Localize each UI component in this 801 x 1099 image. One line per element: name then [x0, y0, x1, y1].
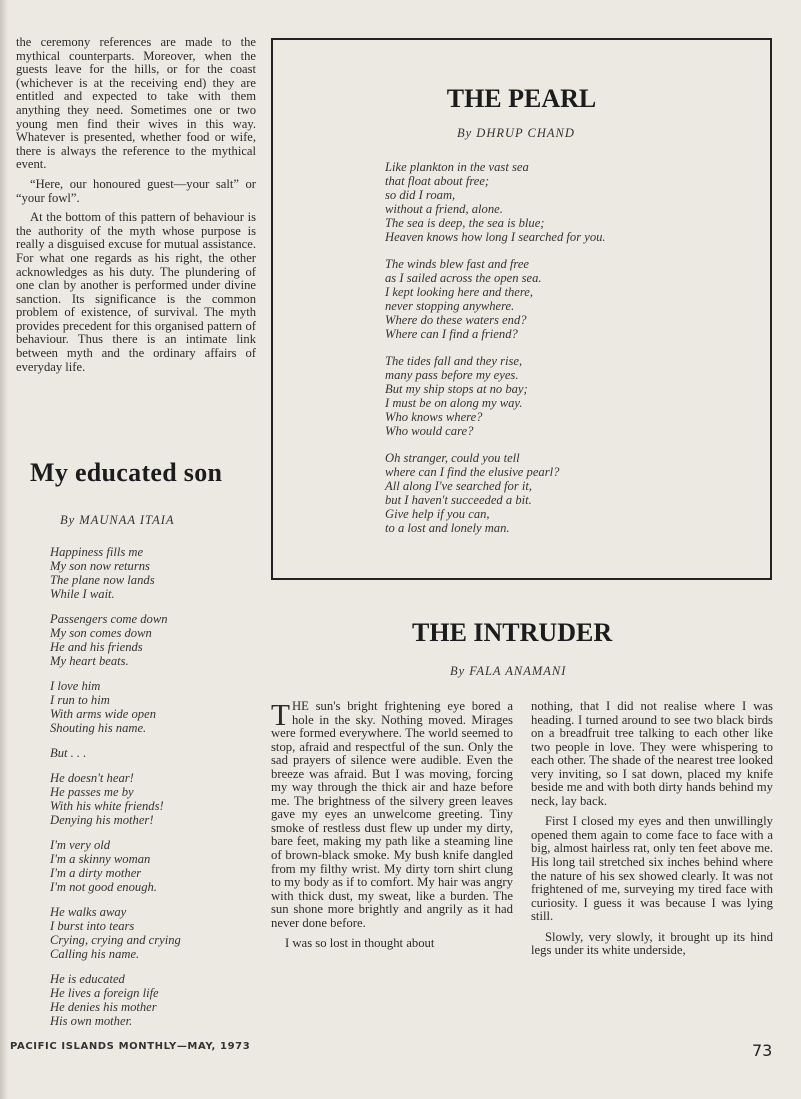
poem-stanza — [50, 972, 260, 1028]
poem-line: But . . . — [50, 746, 87, 760]
poem-line: But my ship stops at no bay; — [385, 382, 528, 396]
poem-stanza — [50, 838, 260, 894]
poem-line: The tides fall and they rise, — [385, 354, 523, 368]
poem-line: My son now returns — [50, 559, 150, 573]
poem-line: I'm not good enough. — [50, 880, 157, 894]
poem-line: but I haven't succeeded a bit. — [385, 493, 532, 507]
poem-stanza — [385, 160, 765, 244]
paragraph: the ceremony references are made to the mythical counterparts. Moreover, when the guests leave for the hills, or for the coast (whichever is at the receiving end) they are entitled and expected to take with them anything they need. Sometimes one or two young men find their wives in this way. Whatever is presented, whether food or wife, there is always the reference to the mythical event. — [16, 35, 256, 172]
poem-line: Denying his mother! — [50, 813, 154, 827]
poem-line: Give help if you can, — [385, 507, 490, 521]
poem-line: He denies his mother — [50, 1000, 157, 1014]
drop-cap: T — [271, 697, 290, 732]
story-column-2 — [531, 700, 773, 965]
poem-line: never stopping anywhere. — [385, 299, 515, 313]
poem-stanza — [385, 451, 765, 535]
poem-line: Who would care? — [385, 424, 474, 438]
poem-line: without a friend, alone. — [385, 202, 503, 216]
poem-line: Where can I find a friend? — [385, 327, 518, 341]
page-number: 73 — [752, 1041, 773, 1060]
poem-line: Oh stranger, could you tell — [385, 451, 520, 465]
poem-stanza — [50, 905, 260, 961]
poem-line: The sea is deep, the sea is blue; — [385, 216, 545, 230]
poem-line: I love him — [50, 679, 101, 693]
poem-line: I burst into tears — [50, 919, 135, 933]
poem-line: Passengers come down — [50, 612, 168, 626]
poem-stanza — [50, 545, 260, 601]
poem-line: Where do these waters end? — [385, 313, 527, 327]
poem-line: I'm very old — [50, 838, 111, 852]
poem-line: I'm a skinny woman — [50, 852, 151, 866]
poem-line: He is educated — [50, 972, 125, 986]
poem-line: The winds blew fast and free — [385, 257, 530, 271]
poem-line: Happiness fills me — [50, 545, 144, 559]
poem-line: He passes me by — [50, 785, 134, 799]
poem-line: He doesn't hear! — [50, 771, 134, 785]
poem-line: I must be on along my way. — [385, 396, 523, 410]
poem-line: He lives a foreign life — [50, 986, 159, 1000]
poem-line: All along I've searched for it, — [385, 479, 533, 493]
poem-line: The plane now lands — [50, 573, 155, 587]
footer-publication: PACIFIC ISLANDS MONTHLY—MAY, 1973 — [10, 1041, 251, 1052]
paragraph: I was so lost in thought about — [285, 936, 435, 951]
paragraph: Slowly, very slowly, it brought up its hind legs under its white underside, — [531, 929, 773, 958]
poem-stanza — [50, 746, 260, 760]
paragraph: “Here, our honoured guest—your salt” or “your fowl”. — [16, 176, 256, 205]
poem-line: where can I find the elusive pearl? — [385, 465, 560, 479]
poem-stanza — [50, 771, 260, 827]
poem-stanza — [385, 257, 765, 341]
paragraph — [271, 697, 513, 930]
poem-line: Heaven knows how long I searched for you. — [385, 230, 606, 244]
poem-line: I kept looking here and there, — [385, 285, 534, 299]
paragraph-text: HE sun's bright frightening eye bored a hole in the sky. Nothing moved. Mirages were formed everywhere. The world seemed to stop, afraid and respectful of the sun. Only the sad prayers of silence were audible. Even the breeze was afraid. But I was moving, forcing my way through the thick air and haze before me. The brightness of the silvery green leaves gave my eyes an unwelcome greeting. Tiny smoke of restless dust flew up under my dirty, bare feet, making my path like a steaming line of brown-black smoke. My bush knife dangled from my filthy wrist. My dirty torn shirt clung to my body as if to comfort. My hair was angry with thick dust, my sweat, like a burden. The sun shone more brightly and angrily as it had never done before. — [271, 699, 513, 930]
poem-line: Who knows where? — [385, 410, 483, 424]
story-title-the-intruder: THE INTRUDER — [412, 618, 613, 647]
poem-line: I run to him — [50, 693, 110, 707]
poem-byline: By DHRUP CHAND — [457, 126, 575, 140]
poem-stanza — [385, 354, 765, 438]
poem-line: Like plankton in the vast sea — [385, 160, 529, 174]
paragraph: At the bottom of this pattern of behaviour is the authority of the myth whose purpose is really a disguised excuse for mutual assistance. For what one regards as his right, the other acknowledges as his duty. The plundering of one clan by another is performed under divine sanction. Its significance is the common problem of existence, of survival. The myth provides precedent for this organised pattern of behaviour. Thus there is an intimate link between myth and the ordinary affairs of everyday life. — [16, 210, 256, 374]
poem-line: My son comes down — [50, 626, 152, 640]
left-column-text — [16, 36, 256, 380]
poem-byline: By MAUNAA ITAIA — [60, 513, 175, 527]
poem-line: While I wait. — [50, 587, 115, 601]
paragraph: nothing, that I did not realise where I was heading. I turned around to see two black birds on a breadfruit tree talking to each other like two people in love. They were whispering to each other. The shade of the nearest tree looked very inviting, so I sat down, placed my knife beside me and with both dirty hands behind my neck, lay back. — [531, 699, 773, 808]
poem-title-my-educated-son: My educated son — [30, 458, 223, 487]
poem-line: He and his friends — [50, 640, 143, 654]
poem-line: His own mother. — [50, 1014, 133, 1028]
poem-line: My heart beats. — [50, 654, 129, 668]
poem-line: I'm a dirty mother — [50, 866, 142, 880]
poem-line: With his white friends! — [50, 799, 164, 813]
poem-title-the-pearl: THE PEARL — [446, 84, 597, 113]
poem-line: as I sailed across the open sea. — [385, 271, 542, 285]
paragraph: First I closed my eyes and then unwillingly opened them again to come face to face with a big, almost hairless rat, only ten feet above me. His long tail stretched six inches behind where the nature of his sex showed clearly. It was not frightened of me, surveying my tired face with curiosity. I guess it was because I was lying still. — [531, 814, 773, 924]
poem-line: Shouting his name. — [50, 721, 147, 735]
poem-line: that float about free; — [385, 174, 490, 188]
story-column-1 — [271, 697, 513, 958]
poem-body-my-educated-son — [50, 545, 260, 1039]
poem-body-the-pearl — [385, 160, 765, 548]
page-edge-shadow — [0, 0, 8, 1099]
story-byline: By FALA ANAMANI — [450, 664, 567, 678]
poem-line: to a lost and lonely man. — [385, 521, 510, 535]
poem-line: Calling his name. — [50, 947, 140, 961]
poem-line: He walks away — [50, 905, 127, 919]
poem-line: many pass before my eyes. — [385, 368, 519, 382]
poem-box-the-pearl — [271, 38, 772, 580]
poem-stanza — [50, 612, 260, 668]
poem-line: Crying, crying and crying — [50, 933, 181, 947]
poem-line: so did I roam, — [385, 188, 456, 202]
poem-stanza — [50, 679, 260, 735]
poem-line: With arms wide open — [50, 707, 156, 721]
